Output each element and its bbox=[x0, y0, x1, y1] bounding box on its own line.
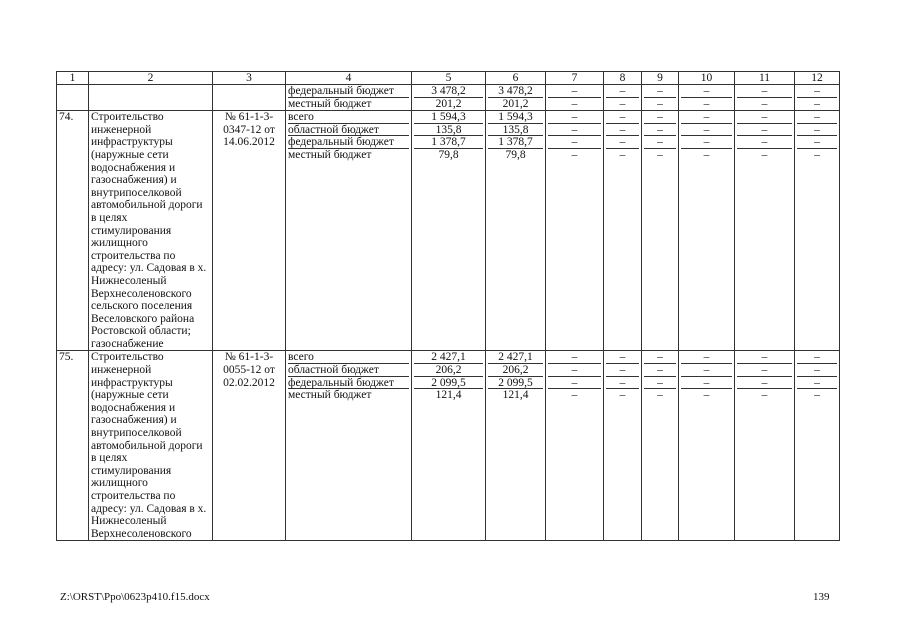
allocated-amount-line: 201,2 bbox=[502, 97, 529, 110]
year-value-line: – bbox=[644, 377, 676, 390]
year-value-line: – bbox=[606, 85, 639, 98]
year-value-line: – bbox=[619, 389, 626, 402]
year-value bbox=[679, 85, 735, 111]
object-name: Строительство инженерной инфраструктуры (наружные сети водоснабжения и газоснабжения) и внутрипоселковой автомобильной дороги в целях стимулирования жилищного строительства по адресу: ул. Садовая в х. Нижнесоленый Верхнесоленовского bbox=[89, 351, 213, 541]
funding-source bbox=[286, 111, 412, 351]
header-cell: 12 bbox=[795, 72, 840, 85]
year-value-line: – bbox=[606, 364, 639, 377]
page-number: 139 bbox=[813, 591, 830, 603]
estimated-cost-line: 2 099,5 bbox=[414, 377, 483, 390]
year-value-line: – bbox=[606, 136, 639, 149]
year-value-line: – bbox=[737, 124, 792, 137]
table-row bbox=[57, 85, 840, 111]
header-cell: 11 bbox=[735, 72, 795, 85]
year-value-line: – bbox=[644, 111, 676, 124]
year-value-line: – bbox=[681, 136, 732, 149]
year-value bbox=[642, 85, 679, 111]
estimated-cost-line: 1 378,7 bbox=[414, 136, 483, 149]
year-value-line: – bbox=[797, 364, 837, 377]
year-value bbox=[735, 351, 795, 541]
funding-source-line: местный бюджет bbox=[288, 97, 372, 110]
estimated-cost-line: 121,4 bbox=[435, 389, 462, 402]
year-value-line: – bbox=[737, 85, 792, 98]
estimated-cost bbox=[412, 351, 486, 541]
funding-source-line: федеральный бюджет bbox=[288, 85, 409, 98]
year-value-line: – bbox=[548, 124, 601, 137]
year-value-line: – bbox=[681, 124, 732, 137]
table-body bbox=[57, 85, 840, 541]
allocated-amount-line: 1 378,7 bbox=[488, 136, 543, 149]
row-number bbox=[57, 85, 89, 111]
year-value-line: – bbox=[619, 97, 626, 110]
year-value-line: – bbox=[548, 136, 601, 149]
year-value-line: – bbox=[657, 148, 663, 161]
year-value bbox=[604, 351, 642, 541]
file-path-footer: Z:\ORST\Ppo\0623p410.f15.docx bbox=[60, 591, 210, 603]
year-value-line: – bbox=[797, 351, 837, 364]
year-value bbox=[735, 111, 795, 351]
funding-source-line: областной бюджет bbox=[288, 124, 409, 137]
year-value-line: – bbox=[737, 111, 792, 124]
year-value-line: – bbox=[737, 364, 792, 377]
estimated-cost-line: 135,8 bbox=[414, 124, 483, 137]
year-value-line: – bbox=[548, 377, 601, 390]
year-value-line: – bbox=[761, 389, 768, 402]
allocated-amount bbox=[486, 351, 546, 541]
year-value-line: – bbox=[814, 148, 820, 161]
allocated-amount-line: 121,4 bbox=[502, 389, 529, 402]
estimated-cost-line: 2 427,1 bbox=[414, 351, 483, 364]
funding-source-line: всего bbox=[288, 111, 409, 124]
year-value-line: – bbox=[814, 389, 820, 402]
estimated-cost-line: 201,2 bbox=[435, 97, 462, 110]
year-value bbox=[546, 85, 604, 111]
year-value bbox=[642, 351, 679, 541]
year-value-line: – bbox=[797, 85, 837, 98]
year-value bbox=[679, 351, 735, 541]
year-value-line: – bbox=[644, 124, 676, 137]
header-cell: 10 bbox=[679, 72, 735, 85]
allocated-amount-line: 1 594,3 bbox=[488, 111, 543, 124]
allocated-amount bbox=[486, 85, 546, 111]
year-value-line: – bbox=[797, 124, 837, 137]
year-value-line: – bbox=[797, 111, 837, 124]
year-value bbox=[795, 85, 840, 111]
year-value bbox=[795, 111, 840, 351]
expertise-number: № 61-1-3-0055-12 от 02.02.2012 bbox=[213, 351, 286, 541]
funding-source bbox=[286, 351, 412, 541]
estimated-cost-line: 3 478,2 bbox=[414, 85, 483, 98]
header-cell: 2 bbox=[89, 72, 213, 85]
table-row bbox=[57, 111, 840, 351]
object-name bbox=[89, 85, 213, 111]
year-value-line: – bbox=[644, 364, 676, 377]
funding-source-line: федеральный бюджет bbox=[288, 136, 409, 149]
year-value-line: – bbox=[703, 389, 710, 402]
column-number-header bbox=[57, 72, 840, 85]
expertise-number: № 61-1-3-0347-12 от 14.06.2012 bbox=[213, 111, 286, 351]
estimated-cost-line: 206,2 bbox=[414, 364, 483, 377]
allocated-amount-line: 3 478,2 bbox=[488, 85, 543, 98]
year-value-line: – bbox=[606, 124, 639, 137]
year-value-line: – bbox=[737, 136, 792, 149]
header-cell: 3 bbox=[213, 72, 286, 85]
year-value-line: – bbox=[681, 351, 732, 364]
allocated-amount-line: 2 099,5 bbox=[488, 377, 543, 390]
year-value-line: – bbox=[644, 351, 676, 364]
row-number: 75. bbox=[57, 351, 89, 541]
year-value-line: – bbox=[761, 97, 768, 110]
year-value bbox=[735, 85, 795, 111]
year-value-line: – bbox=[548, 111, 601, 124]
estimated-cost-line: 1 594,3 bbox=[414, 111, 483, 124]
year-value bbox=[604, 111, 642, 351]
estimated-cost-line: 79,8 bbox=[438, 148, 459, 161]
year-value-line: – bbox=[657, 97, 663, 110]
estimated-cost bbox=[412, 85, 486, 111]
funding-source bbox=[286, 85, 412, 111]
year-value-line: – bbox=[681, 111, 732, 124]
year-value-line: – bbox=[571, 97, 578, 110]
budget-table bbox=[56, 71, 840, 541]
header-cell: 8 bbox=[604, 72, 642, 85]
header-cell: 4 bbox=[286, 72, 412, 85]
year-value bbox=[679, 111, 735, 351]
funding-source-line: областной бюджет bbox=[288, 364, 409, 377]
header-cell: 5 bbox=[412, 72, 486, 85]
year-value-line: – bbox=[681, 364, 732, 377]
year-value-line: – bbox=[548, 351, 601, 364]
year-value bbox=[795, 351, 840, 541]
estimated-cost bbox=[412, 111, 486, 351]
year-value-line: – bbox=[571, 148, 578, 161]
year-value-line: – bbox=[737, 351, 792, 364]
year-value-line: – bbox=[814, 97, 820, 110]
allocated-amount-line: 206,2 bbox=[488, 364, 543, 377]
year-value-line: – bbox=[681, 377, 732, 390]
year-value-line: – bbox=[737, 377, 792, 390]
year-value-line: – bbox=[548, 85, 601, 98]
funding-source-line: всего bbox=[288, 351, 409, 364]
allocated-amount-line: 135,8 bbox=[488, 124, 543, 137]
object-name: Строительство инженерной инфраструктуры (наружные сети водоснабжения и газоснабжения) и внутрипоселковой автомобильной дороги в целях стимулирования жилищного строительства по адресу: ул. Садовая в х. Нижнесоленый Верхнесоленовского сельского поселения Веселовского района Ростовской области; газоснабжение bbox=[89, 111, 213, 351]
year-value-line: – bbox=[797, 136, 837, 149]
year-value bbox=[604, 85, 642, 111]
funding-source-line: местный бюджет bbox=[288, 389, 372, 402]
allocated-amount bbox=[486, 111, 546, 351]
year-value-line: – bbox=[606, 377, 639, 390]
year-value-line: – bbox=[619, 148, 626, 161]
header-cell: 7 bbox=[546, 72, 604, 85]
header-cell: 1 bbox=[57, 72, 89, 85]
year-value-line: – bbox=[797, 377, 837, 390]
funding-source-line: федеральный бюджет bbox=[288, 377, 409, 390]
allocated-amount-line: 2 427,1 bbox=[488, 351, 543, 364]
year-value-line: – bbox=[681, 85, 732, 98]
year-value-line: – bbox=[761, 148, 768, 161]
year-value-line: – bbox=[606, 111, 639, 124]
header-cell: 6 bbox=[486, 72, 546, 85]
funding-source-line: местный бюджет bbox=[288, 148, 372, 161]
expertise-number bbox=[213, 85, 286, 111]
year-value-line: – bbox=[644, 136, 676, 149]
header-cell: 9 bbox=[642, 72, 679, 85]
year-value-line: – bbox=[657, 389, 663, 402]
year-value-line: – bbox=[703, 148, 710, 161]
allocated-amount-line: 79,8 bbox=[505, 148, 526, 161]
year-value-line: – bbox=[644, 85, 676, 98]
year-value bbox=[642, 111, 679, 351]
table-row bbox=[57, 351, 840, 541]
year-value bbox=[546, 111, 604, 351]
year-value bbox=[546, 351, 604, 541]
year-value-line: – bbox=[703, 97, 710, 110]
year-value-line: – bbox=[606, 351, 639, 364]
year-value-line: – bbox=[548, 364, 601, 377]
year-value-line: – bbox=[571, 389, 578, 402]
row-number: 74. bbox=[57, 111, 89, 351]
